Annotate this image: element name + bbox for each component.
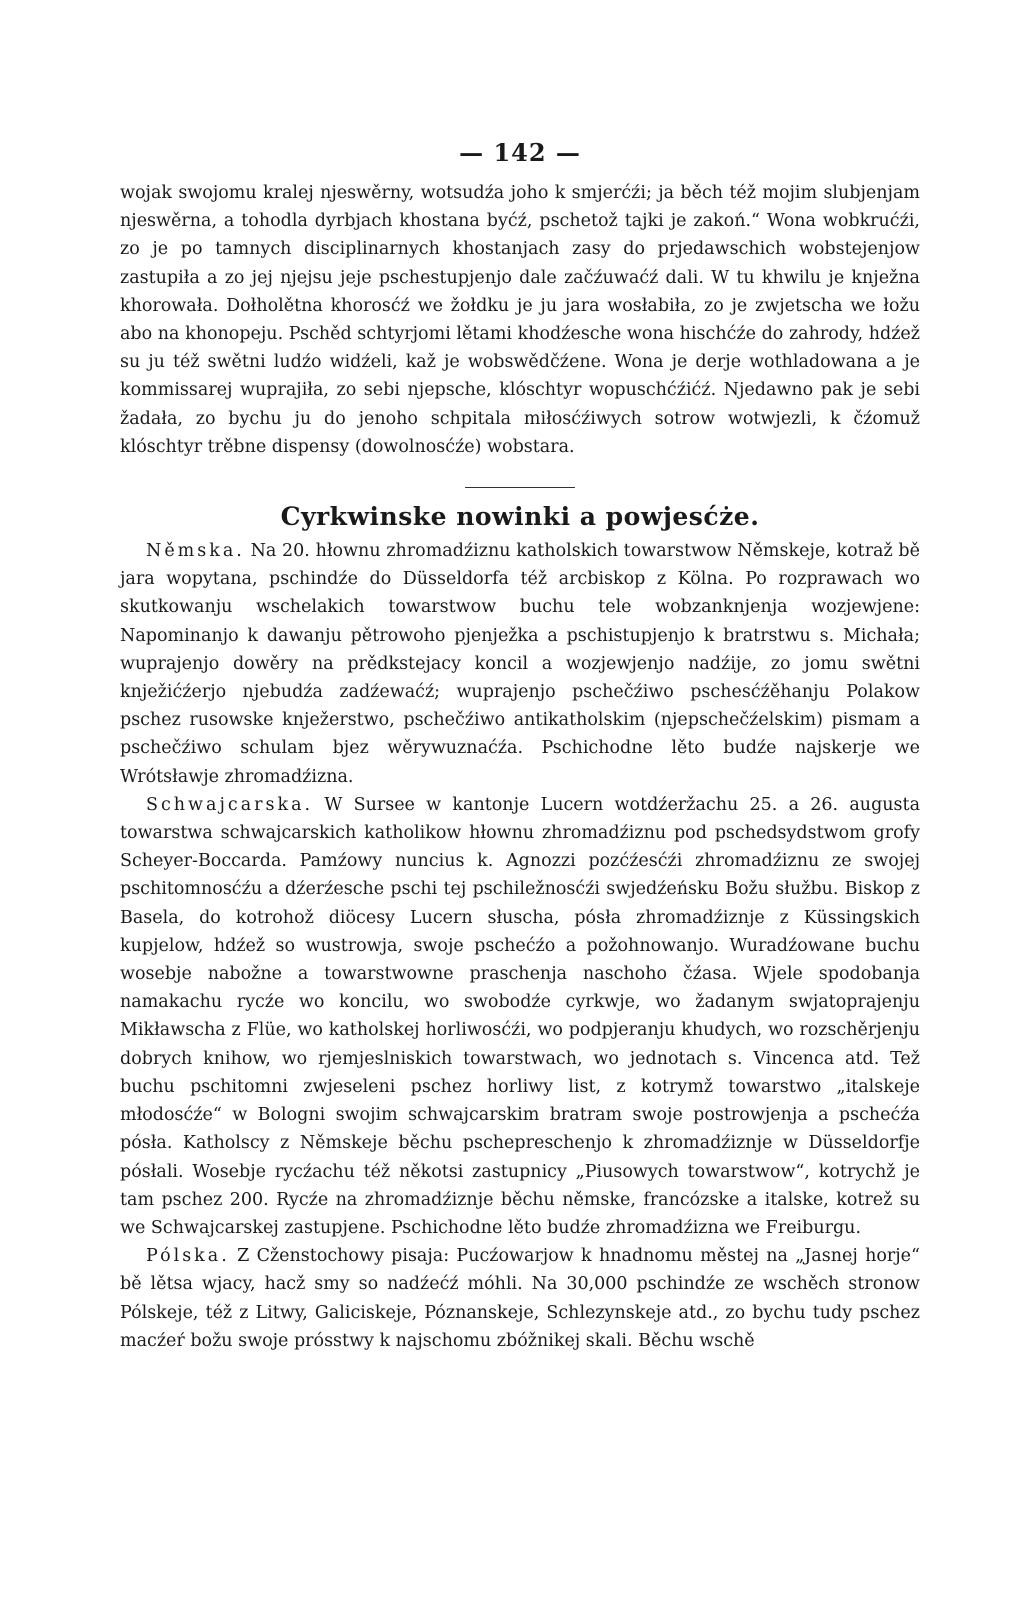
- page-number: — 142 —: [459, 138, 581, 167]
- paragraph-text: Z Cženstochowy pisaja: Pucźowarjow k hnadnomu městej na „Jasnej horje“ bě lětsa wjacy, hacž smy so nadźećź móhli. Na 30,000 pschindźe ze wschěch stronow Pólskeje, též z Litwy, Galiciskeje, Póznanskeje, Schlezynskeje atd., zo bychu tudy pschez macźeŕ božu swoje prósstwy k najschomu zbóžnikej skali. Běchu wschě: [120, 1246, 920, 1351]
- paragraph-text: W Sursee w kantonje Lucern wotdźeržachu 25. a 26. augusta towarstwa schwajcarskich katholikow hłownu zhromadźiznu pod pschedsydstwom grofy Scheyer-Boccarda. Pamźowy nuncius k. Agnozzi pozćźesćźi zhromadźiznu ze swojej pschitomnosćźu a dźerźesche pschi tej pschiležnosćźi swjedźeńsku Božu słužbu. Biskop z Basela, do kotrohož diöcesy Lucern słuscha, pósła zhromadźiznje z Küssingskich kupjelow, hdźež so wustrowja, swoje pschećźo a požohnowanjo. Wuradźowane buchu wosebje nabožne a towarstwowne praschenja naschoho čźasa. Wjele spodobanja namakachu rycźe wo koncilu, wo swobodźe cyrkwje, wo žadanym swjatoprajenju Mikławscha z Flüe, wo katholskej horliwosćźi, wo podpjeranju khudych, wo rozschěrjenju dobrych knihow, wo rjemjeslniskich towarstwach, wo jednotach s. Vincenca atd. Tež buchu pschitomni zwjeseleni pschez horliwy list, z kotrymž towarstwo „italskeje młodosćźe“ w Bologni swojim schwajcarskim bratram swoje postrowjenja a pschećźa pósła. Katholscy z Němskeje běchu pschepreschenjo k zhromadźiznje w Düsseldorfje pósłali. Wosebje rycźachu též někotsi zastupnicy „Piusowych towarstwow“, kotrychž je tam pschez 200. Rycźe na zhromadźiznje běchu němske, francózske a italske, kotrež su we Schwajcarskej zastupjene. Pschichodne lěto budźe zhromadźizna we Freiburgu.: [120, 794, 920, 1238]
- paragraph-schwajcarska: [120, 791, 920, 1242]
- paragraph-text: wojak swojomu kralej njeswěrny, wotsudźa joho k smjerćźi; ja běch též mojim slubjenjam njeswěrna, a tohodla dyrbjach khostana byćź, pschetož tajki je zakoń.“ Wona wobkrućźi, zo je po tamnych disciplinarnych khostanjach zasy do prjedawschich wobstejenjow zastupiła a zo jej njejsu jeje pschestupjenjo dale začźuwaćź dali. W tu khwilu je knježna khorowała. Dołholětna khorosćź we žołdku je ju jara wosłabiła, zo je zwjetscha we łožu abo na khonopeju. Pschěd schtyrjomi lětami khodźesche wona hischćźe do zahrody, hdźež su ju též swětni ludźo widźeli, kaž je wobswědčźene. Wona je derje wothladowana a je kommissarej wuprajiła, zo sebi njepsche, klóschtyr wopuschćźićź. Njedawno pak je sebi žadała, zo bychu ju do jenoho schpitala miłosćźiwych sotrow wotwjezli, k čźomuž klóschtyr trěbne dispensy (dowolnosćźe) wobstara.: [120, 183, 920, 457]
- paragraph-intro: [120, 179, 920, 461]
- section-title: Cyrkwinske nowinki a powjesćże.: [280, 502, 760, 532]
- section-divider: [465, 487, 575, 488]
- paragraph-polska: [120, 1242, 920, 1355]
- paragraph-text: Na 20. hłownu zhromadźiznu katholskich towarstwow Němskeje, kotraž bě jara wopytana, pschindźe do Düsseldorfa též arcbiskop z Kölna. Po rozprawach wo skutkowanju wschelakich towarstwow buchu tele wobzanknjenja wozjewjene: Napominanjo k dawanju pětrowoho pjenježka a pschistupjenjo k bratrstwu s. Michała; wuprajenjo dowěry na prědkstejacy koncil a wozjewjenjo nadźije, zo jomu swětni knježićźerjo njebudźa zadźewaćź; wuprajenjo pschečźiwo pschesćźěhanju Polakow pschez rusowske knježerstwo, pschečźiwo antikatholskim (njepschečźelskim) pismam a pschečźiwo schulam bjez wěrywuznaćźa. Pschichodne lěto budźe najskerje we Wrótsławje zhromadźizna.: [120, 541, 920, 787]
- paragraph-nemska: [120, 537, 920, 791]
- document-page: [120, 138, 920, 1355]
- paragraph-label: Němska.: [146, 541, 245, 562]
- paragraph-label: Schwajcarska.: [146, 794, 314, 815]
- paragraph-label: Pólska.: [146, 1246, 230, 1267]
